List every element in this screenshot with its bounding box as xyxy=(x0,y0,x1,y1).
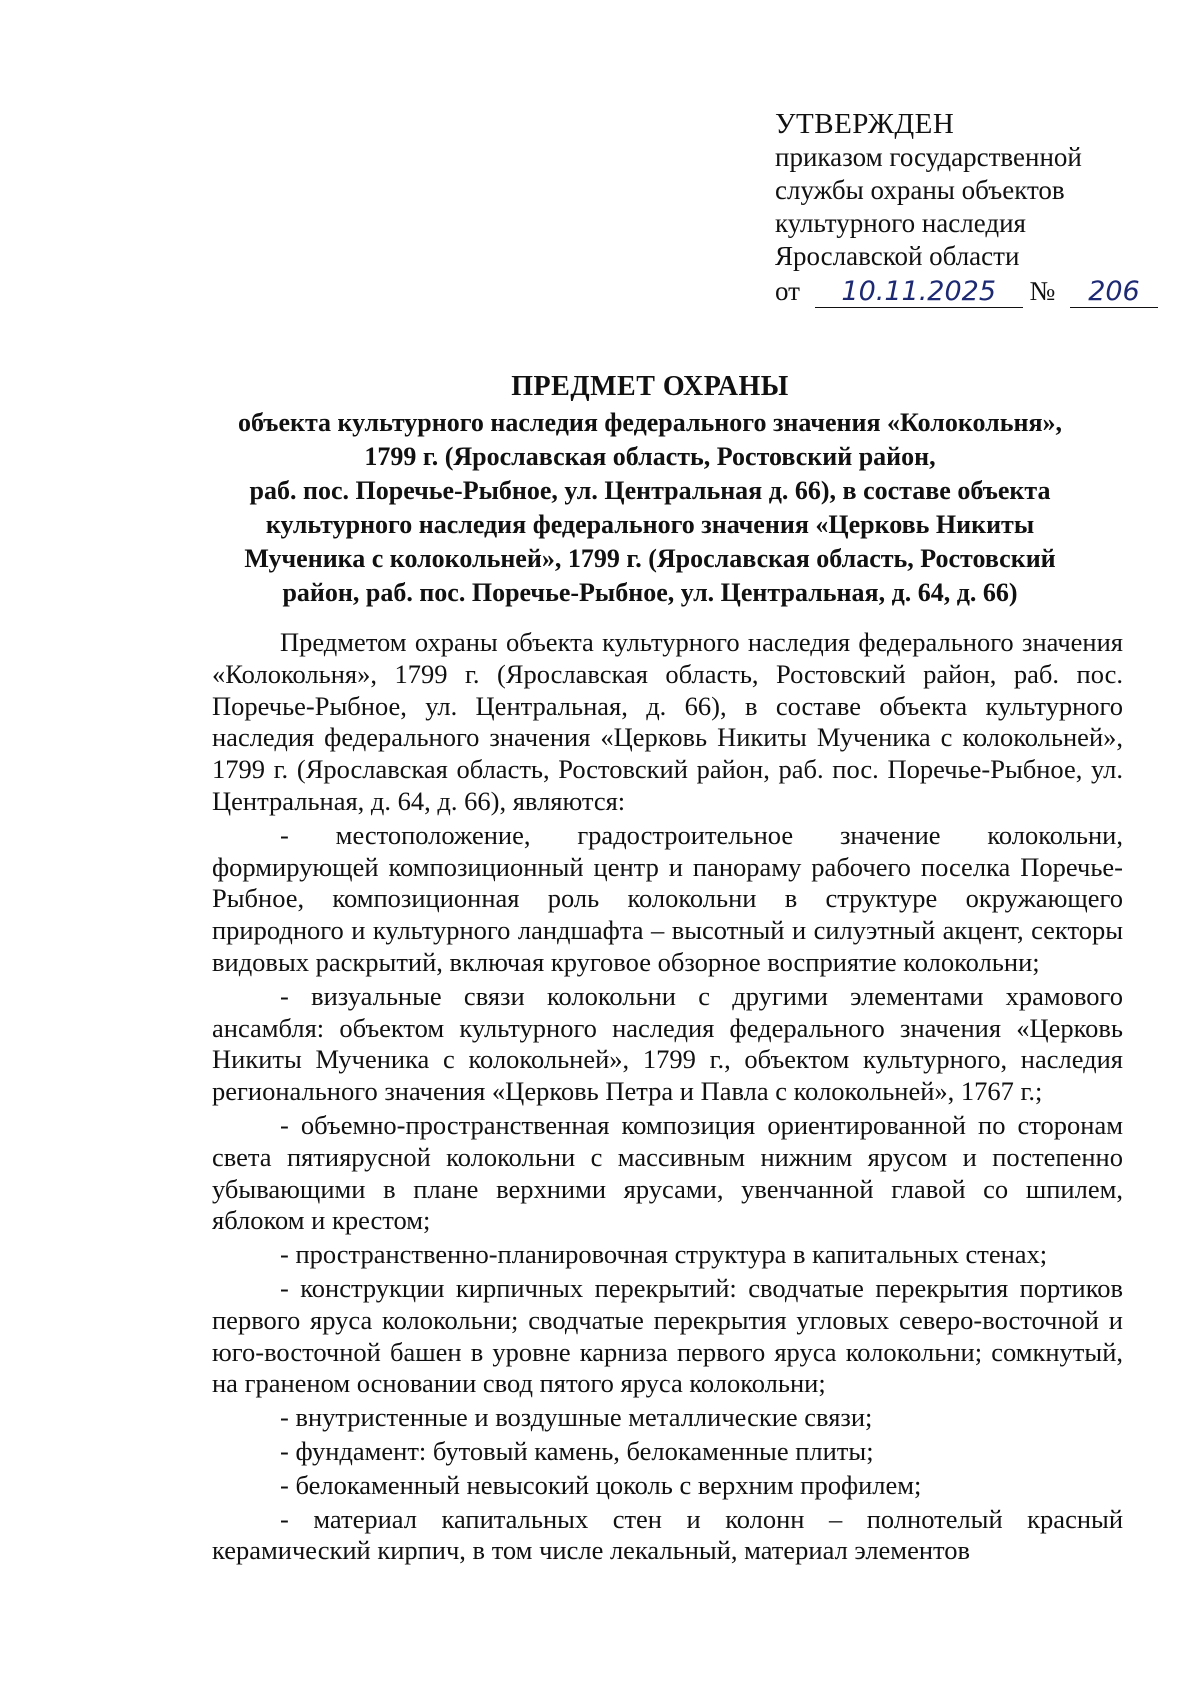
list-item-plinth: - белокаменный невысокий цоколь с верхним профилем; xyxy=(280,1469,922,1500)
document-title-block xyxy=(200,370,1100,610)
order-date: 10.11.2025 xyxy=(815,277,1023,308)
list-item-volume-composition: - объемно-пространственная композиция ориентированной по сторонам света пятиярусной колокольни с массивным нижним ярусом и постепенно убывающими в плане верхними ярусами, увенчанной главой со шпилем, яблоком и крестом; xyxy=(212,1109,1123,1236)
intro-paragraph: Предметом охраны объекта культурного наследия федерального значения «Колокольня», 1799 г. (Ярославская область, Ростовский район, раб. пос. Поречье-Рыбное, ул. Центральная, д. 66), в составе объекта культурного наследия федерального значения «Церковь Никиты Мученика с колокольней», 1799 г. (Ярославская область, Ростовский район, раб. пос. Поречье-Рыбное, ул. Центральная, д. 64, д. 66), являются: xyxy=(212,627,1123,816)
title-line-4: культурного наследия федерального значения «Церковь Никиты xyxy=(265,510,1035,539)
title-line-5: Мученика с колокольней», 1799 г. (Ярославская область, Ростовский xyxy=(244,544,1056,573)
approval-line-2: службы охраны объектов xyxy=(775,175,1065,205)
approved-title: УТВЕРЖДЕН xyxy=(775,108,955,140)
from-label: от xyxy=(775,276,800,306)
list-item-foundation: - фундамент: бутовый камень, белокаменные плиты; xyxy=(280,1435,874,1466)
approval-line-1: приказом государственной xyxy=(775,142,1082,172)
approval-stamp-block xyxy=(775,108,1155,308)
list-item-planning-structure: - пространственно-планировочная структура в капитальных стенах; xyxy=(280,1239,1048,1270)
list-item-metal-ties: - внутристенные и воздушные металлические связи; xyxy=(280,1402,873,1433)
order-number: 206 xyxy=(1070,277,1158,308)
list-item-brick-ceilings: - конструкции кирпичных перекрытий: сводчатые перекрытия портиков первого яруса колокольни; сводчатые перекрытия угловых северо-восточной и юго-восточной башен в уровне карниза первого яруса колокольни; сомкнутый, на граненом основании свод пятого яруса колокольни; xyxy=(212,1272,1123,1399)
list-item-visual-links: - визуальные связи колокольни с другими элементами храмового ансамбля: объектом культурного наследия федерального значения «Церковь Никиты Мученика с колокольней», 1799 г., объектом культурного, наследия регионального значения «Церковь Петра и Павла с колокольней», 1767 г.; xyxy=(212,980,1123,1107)
list-item-wall-material: - материал капитальных стен и колонн – полнотелый красный керамический кирпич, в том числе лекальный, материал элементов xyxy=(212,1503,1123,1566)
order-date-number-line xyxy=(775,275,1155,308)
document-body xyxy=(212,627,1123,1567)
list-item-location: - местоположение, градостроительное значение колокольни, формирующей композиционный центр и панораму рабочего поселка Поречье-Рыбное, композиционная роль колокольни в структуре окружающего природного и культурного ландшафта – высотный и силуэтный акцент, секторы видовых раскрытий, включая круговое обзорное восприятие колокольни; xyxy=(212,819,1123,977)
document-title: ПРЕДМЕТ ОХРАНЫ xyxy=(511,371,789,402)
approval-line-3: культурного наследия xyxy=(775,208,1026,238)
approval-line-4: Ярославской области xyxy=(775,241,1020,271)
title-line-1: объекта культурного наследия федерального значения «Колокольня», xyxy=(237,408,1063,437)
number-label: № xyxy=(1029,276,1056,306)
title-line-3: раб. пос. Поречье-Рыбное, ул. Центральная д. 66), в составе объекта xyxy=(249,476,1051,505)
title-line-2: 1799 г. (Ярославская область, Ростовский район, xyxy=(364,442,936,471)
title-line-6: район, раб. пос. Поречье-Рыбное, ул. Центральная, д. 64, д. 66) xyxy=(282,578,1018,607)
